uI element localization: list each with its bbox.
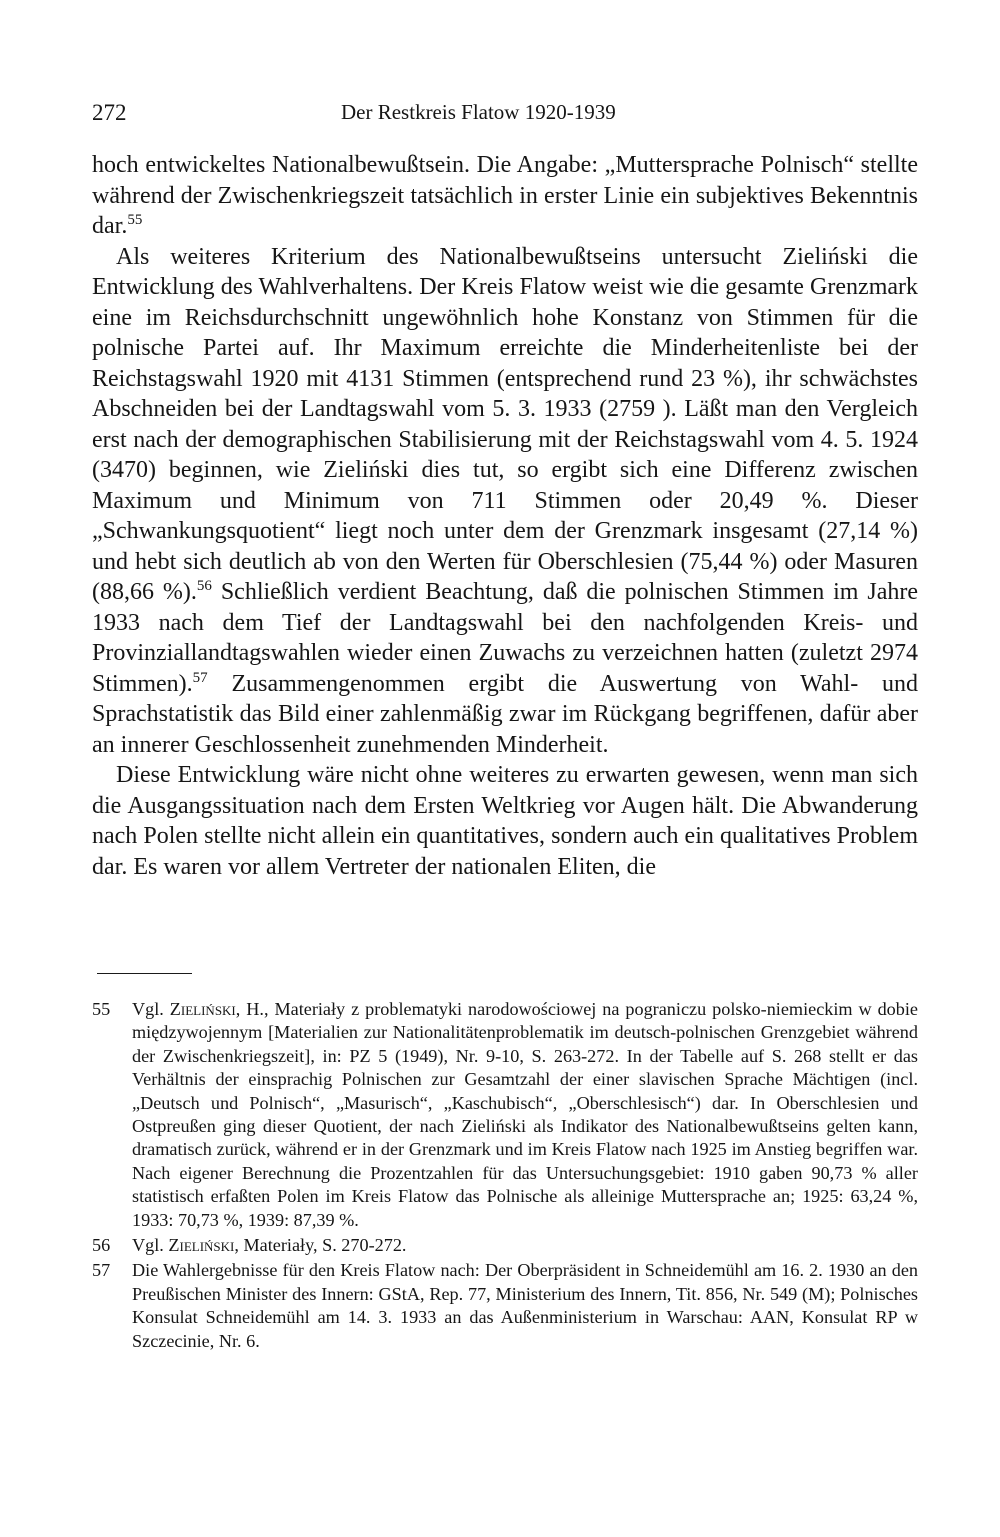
running-title: Der Restkreis Flatow 1920-1939 [341,100,616,124]
page-header [92,98,918,132]
paragraph-3 [92,760,918,882]
footnote-body: Die Wahlergebnisse für den Kreis Flatow nach: Der Oberpräsident in Schneidemühl am 16. 2. 1930 an den Preußischen Minister des Innern: GStA, Rep. 77, Ministerium des Innern, Tit. 856, Nr. 549 (M); Polnisches Konsulat Schneidemühl am 14. 3. 1933 an das Außenministerium in Warschau: AAN, Konsulat RP w Szczecinie, Nr. 6. [132,1260,918,1351]
paragraph-2-text-c: Zusammengenommen ergibt die Auswertung von Wahl- und Sprachstatistik das Bild einer zahlenmäßig zwar im Rückgang begriffenen, dafür aber an innerer Geschlossenheit zunehmenden Minderheit. [92,670,918,758]
paragraph-1-text: hoch entwickeltes Nationalbewußtsein. Die Angabe: „Muttersprache Polnisch“ stellte während der Zwischenkriegszeit tatsächlich in erster Linie ein subjektives Bekenntnis dar. [92,152,918,239]
footnote-ref-55[interactable]: 55 [127,212,143,228]
footnote-ref-57[interactable]: 57 [192,669,208,686]
footnote-number: 57 [92,1260,111,1281]
footnote-prefix: Vgl. [132,999,170,1019]
footnote-prefix: Vgl. [132,1235,169,1256]
footnote-separator [97,973,192,974]
footnote-text [132,998,918,1232]
footnote-number: 55 [92,999,111,1019]
footnote-body: , H., Materiały z problematyki narodowościowej na pograniczu polsko-niemieckim w dobie międzywojennym [Materialien zur Nationalitätenproblematik im deutsch-polnischen Grenzgebiet während der Zwischenkriegszeit], in: PZ 5 (1949), Nr. 9-10, S. 263-272. In der Tabelle auf S. 268 stellt er das Verhältnis der einsprachig Polnischen zur Gesamtzahl der einer slavischen Sprache Mächtigen (incl. „Deutsch und Polnisch“, „Masurisch“, „Kaschubisch“, „Oberschlesisch“) dar. In Oberschlesien und Ostpreußen ging dieser Quotient, der nach Zieliński als Indikator des Nationalbewußtseins gelten kann, dramatisch zurück, während er in der Grenzmark und im Kreis Flatow nach 1925 im Anstieg begriffen war. Nach eigener Berechnung die Prozentzahlen für das Untersuchungsgebiet: 1910 gaben 90,73 % aller statistisch erfaßten Polen im Kreis Flatow das Polnische als alleinige Muttersprache an; 1925: 63,24 %, 1933: 70,73 %, 1939: 87,39 %. [132,999,918,1230]
footnote-text [132,1259,918,1353]
footnotes [92,998,918,1355]
footnote-author: Zieliński [168,1235,235,1256]
footnote-author: Zieliński [169,999,236,1019]
footnote-55 [92,998,918,1232]
footnote-text [132,1234,918,1257]
footnote-56 [92,1234,918,1257]
footnote-57 [92,1259,918,1353]
footnote-ref-56[interactable]: 56 [196,578,212,594]
paragraph-2-text-b: Schließlich verdient Beachtung, daß die polnischen Stimmen im Jahre 1933 nach dem Tief der Landtagswahl bei den nachfolgenden Kreis- und Provinziallandtagswahlen wieder einen Zuwachs zu verzeichnen hatten (zuletzt 2974 Stimmen). [92,579,919,697]
footnote-body: , Materiały, S. 270-272. [234,1235,407,1256]
paragraph-2-text-a: Als weiteres Kriterium des Nationalbewußtseins untersucht Zieliński die Entwicklung des Wahlverhaltens. Der Kreis Flatow weist wie die gesamte Grenzmark eine im Reichsdurchschnitt ungewöhnlich hohe Konstanz von Stimmen für die polnische Partei auf. Ihr Maximum erreichte die Minderheitenliste bei der Reichstagswahl 1920 mit 4131 Stimmen (entsprechend rund 23 %), ihr schwächstes Abschneiden bei der Landtagswahl vom 5. 3. 1933 (2759 ). Läßt man den Vergleich erst nach der demographischen Stabilisierung mit der Reichstagswahl vom 4. 5. 1924 (3470) beginnen, wie Zieliński dies tut, so ergibt sich eine Differenz zwischen Maximum und Minimum von 711 Stimmen oder 20,49 %. Dieser „Schwankungsquotient“ liegt noch unter dem der Grenzmark insgesamt (27,14 %) und hebt sich deutlich ab von den Werten für Oberschlesien (75,44 %) oder Masuren (88,66 %). [92,243,918,605]
main-text [92,150,918,882]
page-number: 272 [92,100,127,125]
paragraph-3-text: Diese Entwicklung wäre nicht ohne weiteres zu erwarten gewesen, wenn man sich die Ausgangssituation nach dem Ersten Weltkrieg vor Augen hält. Die Abwanderung nach Polen stellte nicht allein ein quantitatives, sondern auch ein qualitatives Problem dar. Es waren vor allem Vertreter der nationalen Eliten, die [92,762,918,880]
footnote-number: 56 [92,1235,111,1256]
paragraph-1 [92,150,918,242]
paragraph-2 [92,242,918,761]
